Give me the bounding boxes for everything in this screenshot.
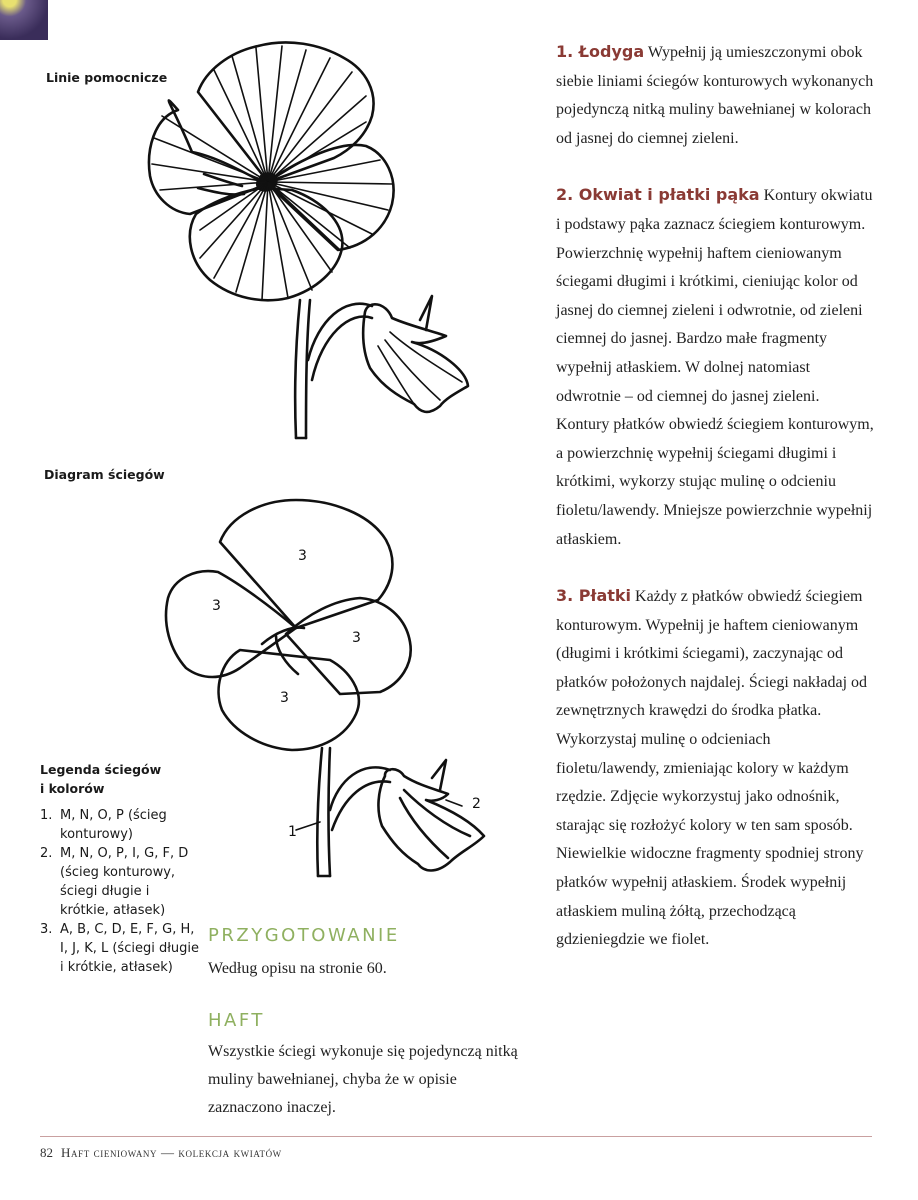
stitch-diagram-pansy (166, 500, 484, 876)
stitch-legend (40, 760, 200, 977)
step-2 (556, 181, 876, 554)
legend-title: Legenda ściegów i kolorów (40, 762, 162, 796)
running-title: Haft cieniowany — kolekcja kwiatów (61, 1145, 282, 1160)
embroidery-text: Wszystkie ściegi wykonuje się pojedynczą nitką muliny bawełnianej, chyba że w opisie zaznaczono inaczej. (208, 1043, 518, 1116)
step-2-heading: 2. Okwiat i płatki pąka (556, 185, 760, 205)
legend-item: 2. M, N, O, P, I, G, F, D (ścieg konturowy, ściegi długie i krótkie, atłasek) (40, 846, 189, 918)
step-1-text: Wypełnij ją umieszczonymi obok siebie liniami ściegów konturowych wykonanych pojedynczą nitką muliny bawełnianej w kolorach od jasnej do ciemnej zieleni. (556, 44, 874, 147)
bud-number: 2 (472, 796, 481, 812)
petal-number-bottom: 3 (280, 690, 289, 706)
preparation-heading: PRZYGOTOWANIE (208, 925, 400, 946)
step-1 (556, 38, 876, 153)
legend-item: 3. A, B, C, D, E, F, G, H, I, J, K, L (ściegi długie i krótkie, atłasek) (40, 922, 200, 975)
petal-number-right: 3 (352, 630, 361, 646)
preparation-text: Według opisu na stronie 60. (208, 960, 387, 977)
guide-lines-pansy (149, 42, 468, 438)
guide-lines-label: Linie pomocnicze (46, 70, 168, 85)
step-3-text: Każdy z płatków obwiedź ściegiem konturowym. Wypełnij je haftem cieniowanym (długimi i krótkimi ściegami), zaczynając od płatków położonych najdalej. Ściegi nakładaj od zewnętrznych krawędzi do środka płatka. Wykorzystaj mulinę o odcieniach fioletu/lawendy, zmieniając kolory w każdym rzędzie. Zdjęcie wykorzystuj jako odnośnik, starając się rozłożyć kolory w ten sam sposób. Niewielkie widoczne fragmenty spodniej strony płatków wypełnij atłaskiem. Środek wypełnij atłaskiem muliną żółtą, przechodzącą gdzieniegdzie we fiolet. (556, 588, 868, 949)
legend-list (40, 806, 200, 977)
embroidery-heading: HAFT (208, 1010, 265, 1031)
petal-number-top: 3 (298, 548, 307, 564)
legend-item: 1. M, N, O, P (ścieg konturowy) (40, 808, 167, 842)
step-3 (556, 582, 876, 955)
page-number: 82 (40, 1145, 53, 1160)
step-3-heading: 3. Płatki (556, 586, 632, 606)
step-1-heading: 1. Łodyga (556, 42, 645, 61)
instructions-column (556, 38, 876, 983)
petal-number-left: 3 (212, 598, 221, 614)
stitch-diagram-label: Diagram ściegów (44, 467, 165, 482)
step-2-text: Kontury okwiatu i podstawy pąka zaznacz ściegiem konturowym. Powierzchnię wypełnij haftem cieniowanym ściegami długimi i krótkimi, cieniując kolor od jasnej do ciemnej zieleni i odwrotnie, od zieleni ciemnej do jasnej. Bardzo małe fragmenty wypełnij atłaskiem. W dolnej natomiast odwrotnie – od ciemnej do jasnej zieleni. Kontury płatków obwiedź ściegiem konturowym, a powierzchnię wypełnij ściegami długimi i krótkimi, wykorzy stując mulinę o odcieniu fioletu/lawendy. Mniejsze powierzchnie wypełnij atłaskiem. (556, 187, 874, 548)
footer-rule (40, 1136, 872, 1137)
page-footer (40, 1145, 282, 1161)
stem-number: 1 (288, 824, 297, 840)
